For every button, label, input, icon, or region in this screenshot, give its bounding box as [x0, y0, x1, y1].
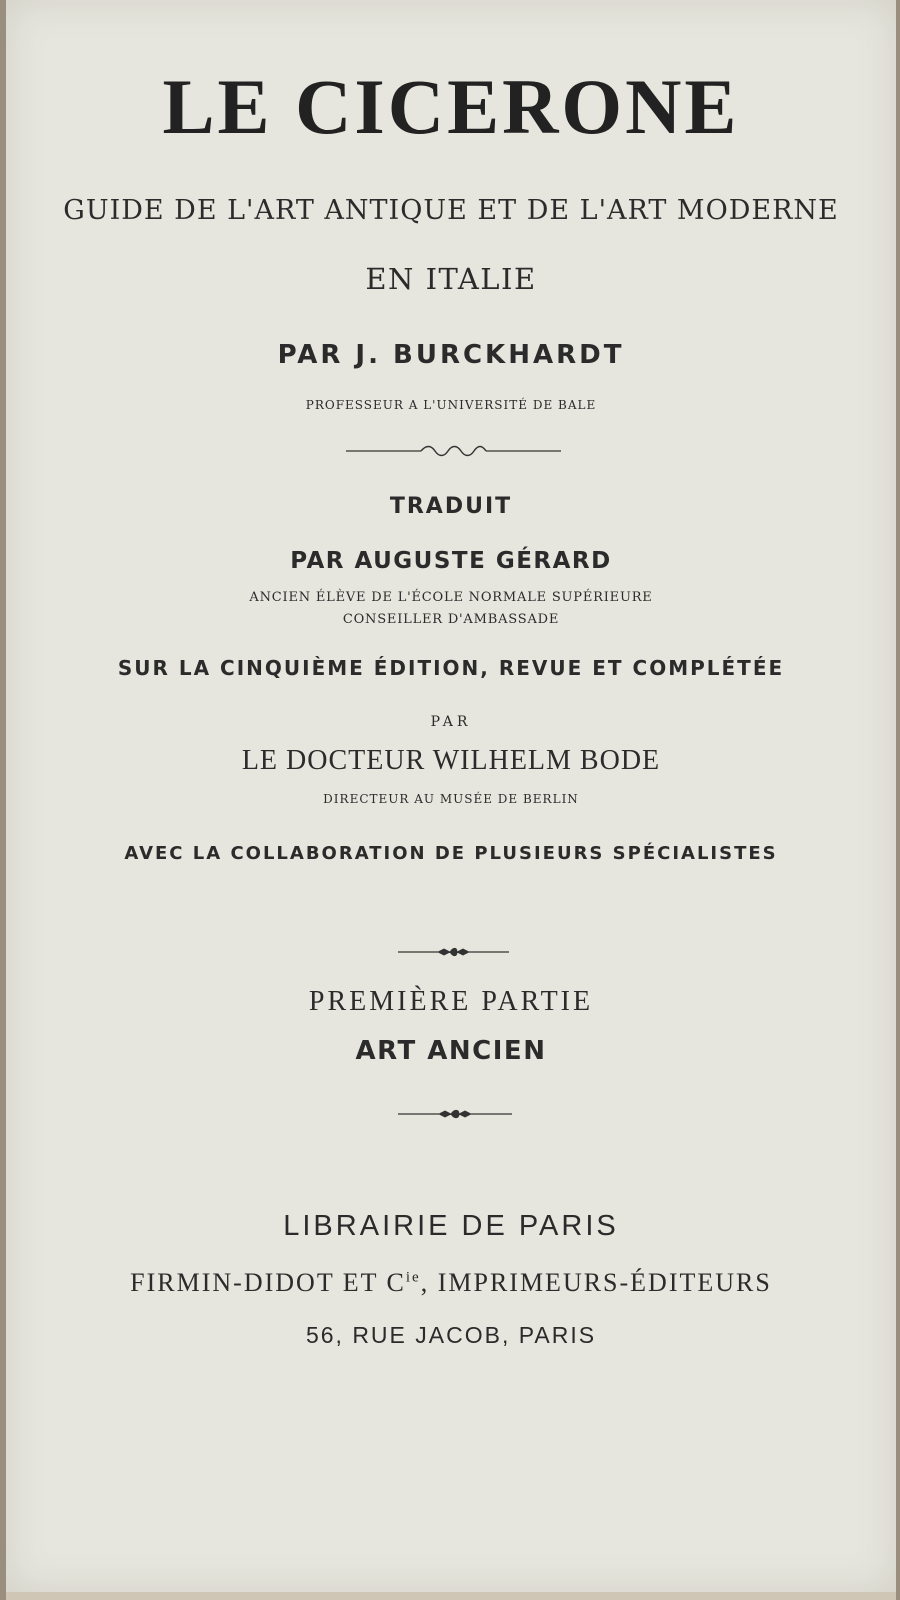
- collaboration-note: AVEC LA COLLABORATION DE PLUSIEURS SPÉCIALISTES: [124, 843, 778, 864]
- edition-statement: SUR LA CINQUIÈME ÉDITION, REVUE ET COMPLÉTÉE: [117, 656, 785, 680]
- editor-role: DIRECTEUR AU MUSÉE DE BERLIN: [323, 792, 579, 806]
- translator-role-2: CONSEILLER D'AMBASSADE: [342, 612, 560, 627]
- printer-superscript: ie: [405, 1269, 421, 1286]
- book-location: EN ITALIE: [365, 262, 537, 296]
- book-subtitle: GUIDE DE L'ART ANTIQUE ET DE L'ART MODERNE: [63, 195, 839, 226]
- author-role: PROFESSEUR A L'UNIVERSITÉ DE BALE: [305, 398, 597, 412]
- by-label: PAR: [430, 714, 472, 730]
- title-page: [6, 0, 896, 1600]
- publisher-name: LIBRAIRIE DE PARIS: [283, 1210, 619, 1242]
- printer-name: FIRMIN-DIDOT ET C: [130, 1268, 406, 1297]
- part-heading: PREMIÈRE PARTIE: [308, 986, 594, 1017]
- author-name: PAR J. BURCKHARDT: [277, 340, 625, 370]
- translator-name: PAR AUGUSTE GÉRARD: [290, 548, 612, 574]
- book-title: LE CICERONE: [162, 63, 740, 150]
- ornamental-rule: [341, 440, 566, 462]
- editor-name: LE DOCTEUR WILHELM BODE: [241, 745, 661, 776]
- ornamental-rule: [396, 1106, 514, 1122]
- publisher-address: 56, RUE JACOB, PARIS: [305, 1322, 597, 1348]
- printer-role: , IMPRIMEURS-ÉDITEURS: [420, 1268, 772, 1297]
- translator-role-1: ANCIEN ÉLÈVE DE L'ÉCOLE NORMALE SUPÉRIEURE: [249, 590, 653, 605]
- ornamental-rule: [396, 944, 511, 960]
- translated-label: TRADUIT: [389, 494, 513, 519]
- printer-line: [6, 1268, 896, 1298]
- section-heading: ART ANCIEN: [355, 1036, 547, 1066]
